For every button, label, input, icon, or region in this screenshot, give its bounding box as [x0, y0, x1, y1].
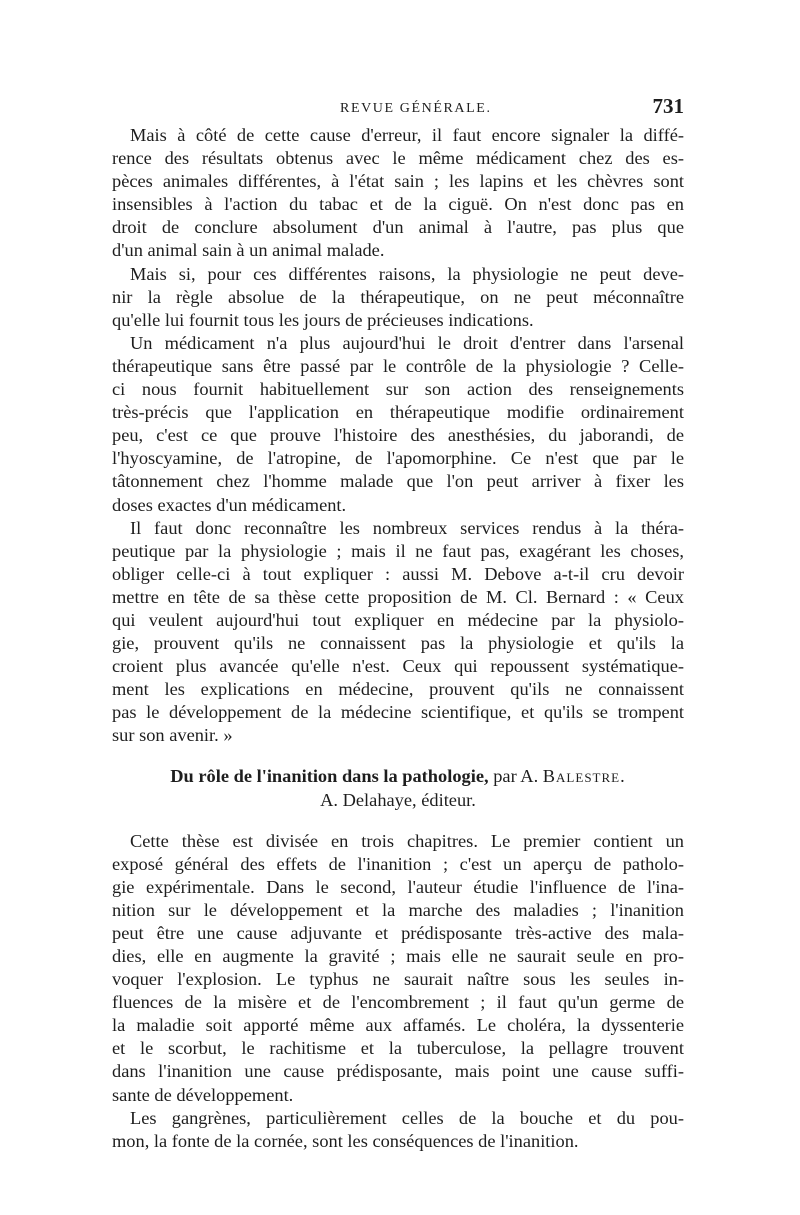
text-line: peut être une cause adjuvante et prédisposante très-active des mala- — [112, 922, 684, 943]
page-number: 731 — [652, 94, 684, 118]
text-line: sur son avenir. » — [112, 725, 233, 746]
text-line: très-précis que l'application en thérapeutique modifie ordinairement — [112, 402, 684, 423]
text-line: nir la règle absolue de la thérapeutique, on ne peut méconnaître — [112, 286, 684, 307]
text-line: et le scorbut, le rachitisme et la tuberculose, la pellagre trouvent — [112, 1038, 684, 1059]
text-line: dans l'inanition une cause prédisposante, mais point une cause suffi- — [112, 1061, 684, 1082]
text-line: pèces animales différentes, à l'état sain ; les lapins et les chèvres sont — [112, 171, 684, 192]
text-line: qui veulent aujourd'hui tout expliquer en médecine par la physiolo- — [112, 609, 684, 630]
review-title-bold: Du rôle de l'inanition dans la pathologie, — [170, 765, 489, 786]
text-line: nition sur le développement et la marche des maladies ; l'inanition — [112, 899, 684, 920]
text-line: mettre en tête de sa thèse cette proposition de M. Cl. Bernard : « Ceux — [112, 586, 684, 607]
text-line: peutique par la physiologie ; mais il ne faut pas, exagérant les choses, — [112, 540, 684, 561]
text-line: l'hyoscyamine, de l'atropine, de l'apomorphine. Ce n'est que par le — [112, 448, 684, 469]
text-line: croient plus avancée qu'elle n'est. Ceux qui repoussent systématique- — [112, 656, 684, 677]
text-line: pas le développement de la médecine scientifique, et qu'ils se trompent — [112, 702, 684, 723]
paragraph — [112, 332, 684, 517]
text-line: insensibles à l'action du tabac et de la ciguë. On n'est donc pas en — [112, 194, 684, 215]
text-line: tâtonnement chez l'homme malade que l'on peut arriver à fixer les — [112, 471, 684, 492]
text-line: Un médicament n'a plus aujourd'hui le droit d'entrer dans l'arsenal — [130, 332, 684, 353]
text-line: gie expérimentale. Dans le second, l'auteur étudie l'influence de l'ina- — [112, 876, 684, 897]
text-line: peu, c'est ce que prouve l'histoire des anesthésies, du jaborandi, de — [112, 425, 684, 446]
text-line: Mais à côté de cette cause d'erreur, il faut encore signaler la diffé- — [130, 125, 684, 145]
text-line: mon, la fonte de la cornée, sont les conséquences de l'inanition. — [112, 1130, 579, 1151]
section-gap — [112, 812, 684, 830]
text-line: exposé général des effets de l'inanition ; c'est un aperçu de patholo- — [112, 853, 684, 874]
paragraph — [112, 263, 684, 332]
paragraph — [112, 517, 684, 748]
text-line: doses exactes d'un médicament. — [112, 494, 347, 515]
running-head: REVUE GÉNÉRALE. — [340, 101, 492, 116]
text-line: ci nous fournit habituellement sur son action des renseignements — [112, 379, 684, 400]
text-line: fluences de la misère et de l'encombrement ; il faut qu'un germe de — [112, 992, 684, 1013]
text-line: rence des résultats obtenus avec le même médicament chez des es- — [112, 148, 684, 169]
review-title — [112, 764, 684, 788]
review-title-by: par A. — [493, 765, 539, 786]
paragraph — [112, 124, 684, 263]
text-line: d'un animal sain à un animal malade. — [112, 240, 385, 261]
page-header — [112, 94, 684, 124]
review-publisher: A. Delahaye, éditeur. — [320, 789, 476, 810]
section-gap — [112, 748, 684, 764]
text-line: obliger celle-ci à tout expliquer : aussi M. Debove a-t-il cru devoir — [112, 563, 684, 584]
text-line: ment les explications en médecine, prouvent qu'ils ne connaissent — [112, 679, 684, 700]
text-line: gie, prouvent qu'ils ne connaissent pas la physiologie et qu'ils la — [112, 633, 684, 654]
article-body — [112, 124, 684, 1153]
text-line: thérapeutique sans être passé par le contrôle de la physiologie ? Celle- — [112, 355, 684, 376]
text-line: Cette thèse est divisée en trois chapitres. Le premier contient un — [130, 830, 684, 851]
text-line: Il faut donc reconnaître les nombreux services rendus à la théra- — [130, 517, 684, 538]
text-line: voquer l'explosion. Le typhus ne saurait naître sous les seules in- — [112, 969, 684, 990]
text-line: Mais si, pour ces différentes raisons, la physiologie ne peut deve- — [130, 263, 684, 284]
review-author: Balestre. — [542, 765, 626, 786]
text-line: dies, elle en augmente la gravité ; mais elle ne saurait seule en pro- — [112, 946, 684, 966]
paragraph — [112, 1107, 684, 1153]
text-line: sante de développement. — [112, 1084, 294, 1105]
text-line: droit de conclure absolument d'un animal à l'autre, pas plus que — [112, 217, 684, 238]
paragraph — [112, 830, 684, 1107]
text-line: Les gangrènes, particulièrement celles de la bouche et du pou- — [130, 1107, 684, 1128]
review-heading — [112, 764, 684, 812]
text-line: la maladie soit apporté même aux affamés. Le choléra, la dyssenterie — [112, 1015, 684, 1036]
text-line: qu'elle lui fournit tous les jours de précieuses indications. — [112, 309, 534, 330]
